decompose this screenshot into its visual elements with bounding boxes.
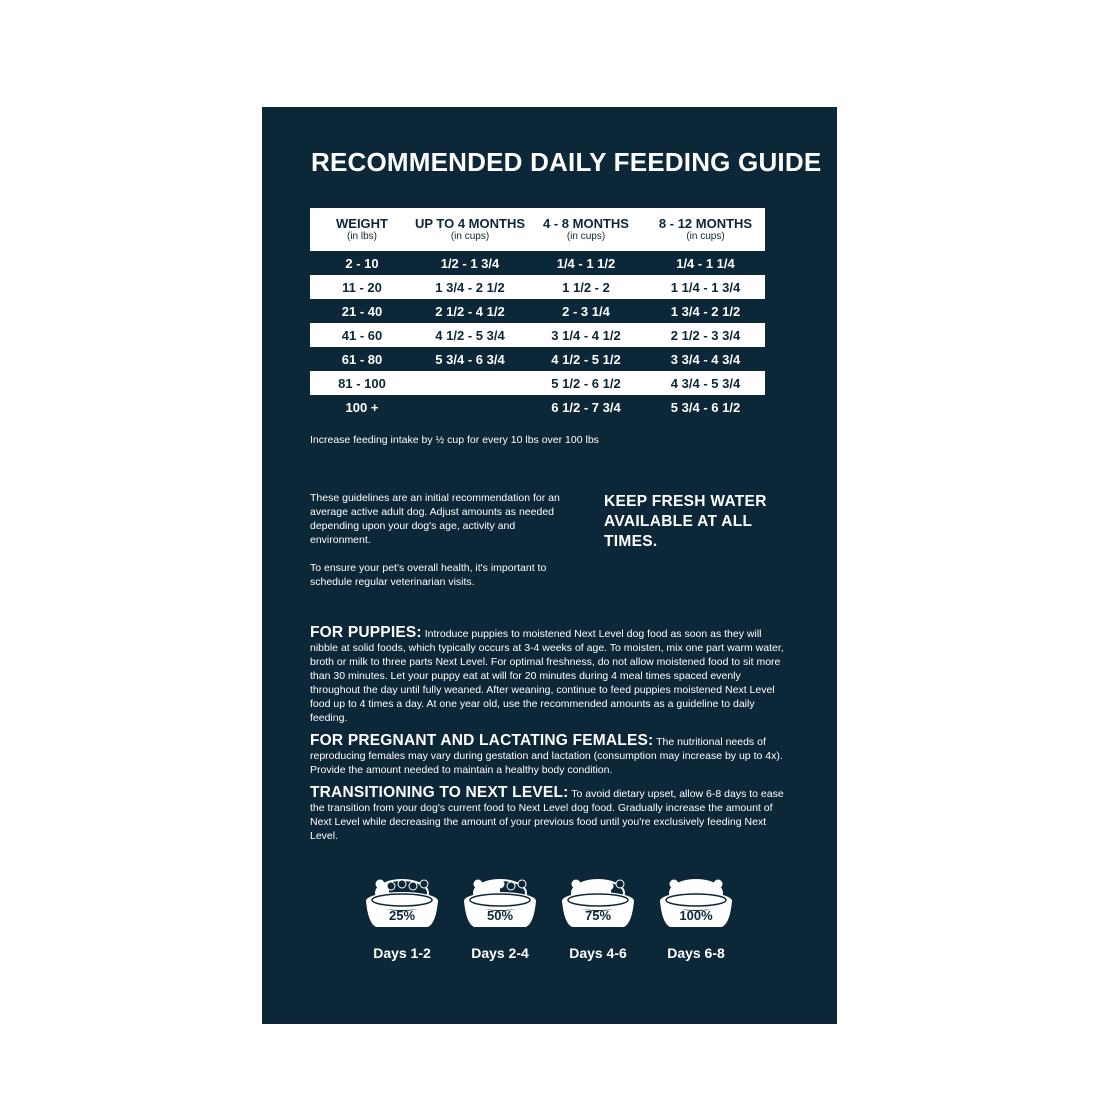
feeding-guide-panel xyxy=(262,107,837,1024)
feeding-table xyxy=(310,208,765,419)
kibble xyxy=(572,880,580,888)
table-row: 11 - 20 1 3/4 - 2 1/2 1 1/2 - 2 1 1/4 - 1 3/4 xyxy=(310,275,765,299)
bowl-percent: 100% xyxy=(679,908,713,923)
kibble xyxy=(474,880,482,888)
kibble xyxy=(605,882,613,890)
page-title: RECOMMENDED DAILY FEEDING GUIDE xyxy=(311,147,822,177)
guidelines-text xyxy=(310,491,560,603)
bowl-icon xyxy=(558,875,638,935)
kibble xyxy=(420,880,428,888)
bowl-days: Days 1-2 xyxy=(373,945,431,961)
puppies-heading: FOR PUPPIES: xyxy=(310,624,422,641)
kibble xyxy=(681,882,689,890)
bowl-75 xyxy=(558,875,638,961)
kibble xyxy=(496,880,504,888)
bowl-inner-rim xyxy=(470,894,530,906)
kibble xyxy=(616,880,624,888)
transition-bowls xyxy=(362,875,752,965)
kibble xyxy=(670,880,678,888)
bowl-50 xyxy=(460,875,540,961)
kibble xyxy=(518,880,526,888)
bowl-icon xyxy=(362,875,442,935)
bowl-percent: 25% xyxy=(388,908,416,923)
table-row: 2 - 10 1/2 - 1 3/4 1/4 - 1 1/2 1/4 - 1 1/4 xyxy=(345,255,735,271)
transition-heading: TRANSITIONING TO NEXT LEVEL: xyxy=(310,784,569,801)
table-row: 41 - 60 4 1/2 - 5 3/4 3 1/4 - 4 1/2 2 1/2 - 3 3/4 xyxy=(310,323,765,347)
bowl-100 xyxy=(656,875,736,961)
bowl-percent: 75% xyxy=(584,908,612,923)
header-4-8-months: 4 - 8 MONTHS (in cups) xyxy=(543,215,629,242)
bowl-percent: 50% xyxy=(486,908,514,923)
table-row: 100 + 6 1/2 - 7 3/4 5 3/4 - 6 1/2 xyxy=(345,399,741,415)
header-weight: WEIGHT (in lbs) xyxy=(336,215,388,242)
bowl-icon xyxy=(656,875,736,935)
table-row: 61 - 80 5 3/4 - 6 3/4 4 1/2 - 5 1/2 3 3/4 - 4 3/4 xyxy=(341,351,741,367)
bowl-icon xyxy=(460,875,540,935)
bowl-days: Days 4-6 xyxy=(569,945,627,961)
kibble xyxy=(398,880,406,888)
bowl-inner-rim xyxy=(568,894,628,906)
kibble xyxy=(485,882,493,890)
bowl-inner-rim xyxy=(666,894,726,906)
bowl-days: Days 2-4 xyxy=(471,945,529,961)
kibble xyxy=(507,882,515,890)
transition-text: To avoid dietary upset, allow 6-8 days to ease the transition from your dog's current food to Next Level dog food. Gradually increase the amount of Next Level while decreasing the amount of your previous food until you're exclusively feeding Next Level. xyxy=(310,788,784,842)
kibble xyxy=(703,882,711,890)
pregnant-section xyxy=(310,734,790,777)
kibble xyxy=(409,882,417,890)
bowl-days: Days 6-8 xyxy=(667,945,725,961)
table-header xyxy=(310,208,765,251)
kibble xyxy=(714,880,722,888)
bowl-inner-rim xyxy=(372,894,432,906)
header-8-12-months: 8 - 12 MONTHS (in cups) xyxy=(658,215,753,242)
kibble xyxy=(387,882,395,890)
kibble xyxy=(692,880,700,888)
guidelines-paragraph: These guidelines are an initial recommendation for an average active adult dog. Adjust amounts as needed depending upon your dog's age, activity and environment. xyxy=(310,492,560,546)
vet-paragraph: To ensure your pet's overall health, it's important to schedule regular veterinarian visits. xyxy=(310,562,547,588)
kibble xyxy=(583,882,591,890)
fresh-water-callout: KEEP FRESH WATER AVAILABLE AT ALL TIMES. xyxy=(604,493,767,550)
kibble xyxy=(594,880,602,888)
pregnant-text: The nutritional needs of reproducing females may vary during gestation and lactation (consumption may increase by up to 4x). Provide the amount needed to maintain a healthy body condition. xyxy=(310,736,783,776)
feeding-note: Increase feeding intake by ½ cup for every 10 lbs over 100 lbs xyxy=(310,434,599,446)
bowl-25 xyxy=(362,875,442,961)
header-up-to-4-months: UP TO 4 MONTHS (in cups) xyxy=(414,215,526,242)
puppies-section xyxy=(310,626,790,725)
puppies-text: Introduce puppies to moistened Next Level dog food as soon as they will nibble at solid foods, which typically occurs at 3-4 weeks of age. To moisten, mix one part warm water, broth or milk to three parts Next Level. For optimal freshness, do not allow moistened food to sit more than 30 minutes. Let your puppy eat at will for 20 minutes during 4 meal times spaced evenly throughout the day until fully weaned. After weaning, continue to feed puppies moistened Next Level food up to 4 times a day. At one year old, use the recommended amounts as a guideline to daily feeding. xyxy=(310,628,784,724)
kibble xyxy=(376,880,384,888)
pregnant-heading: FOR PREGNANT AND LACTATING FEMALES: xyxy=(310,732,654,749)
transition-section xyxy=(310,786,790,843)
table-row: 81 - 100 5 1/2 - 6 1/2 4 3/4 - 5 3/4 xyxy=(310,371,765,395)
table-row: 21 - 40 2 1/2 - 4 1/2 2 - 3 1/4 1 3/4 - 2 1/2 xyxy=(341,303,741,319)
